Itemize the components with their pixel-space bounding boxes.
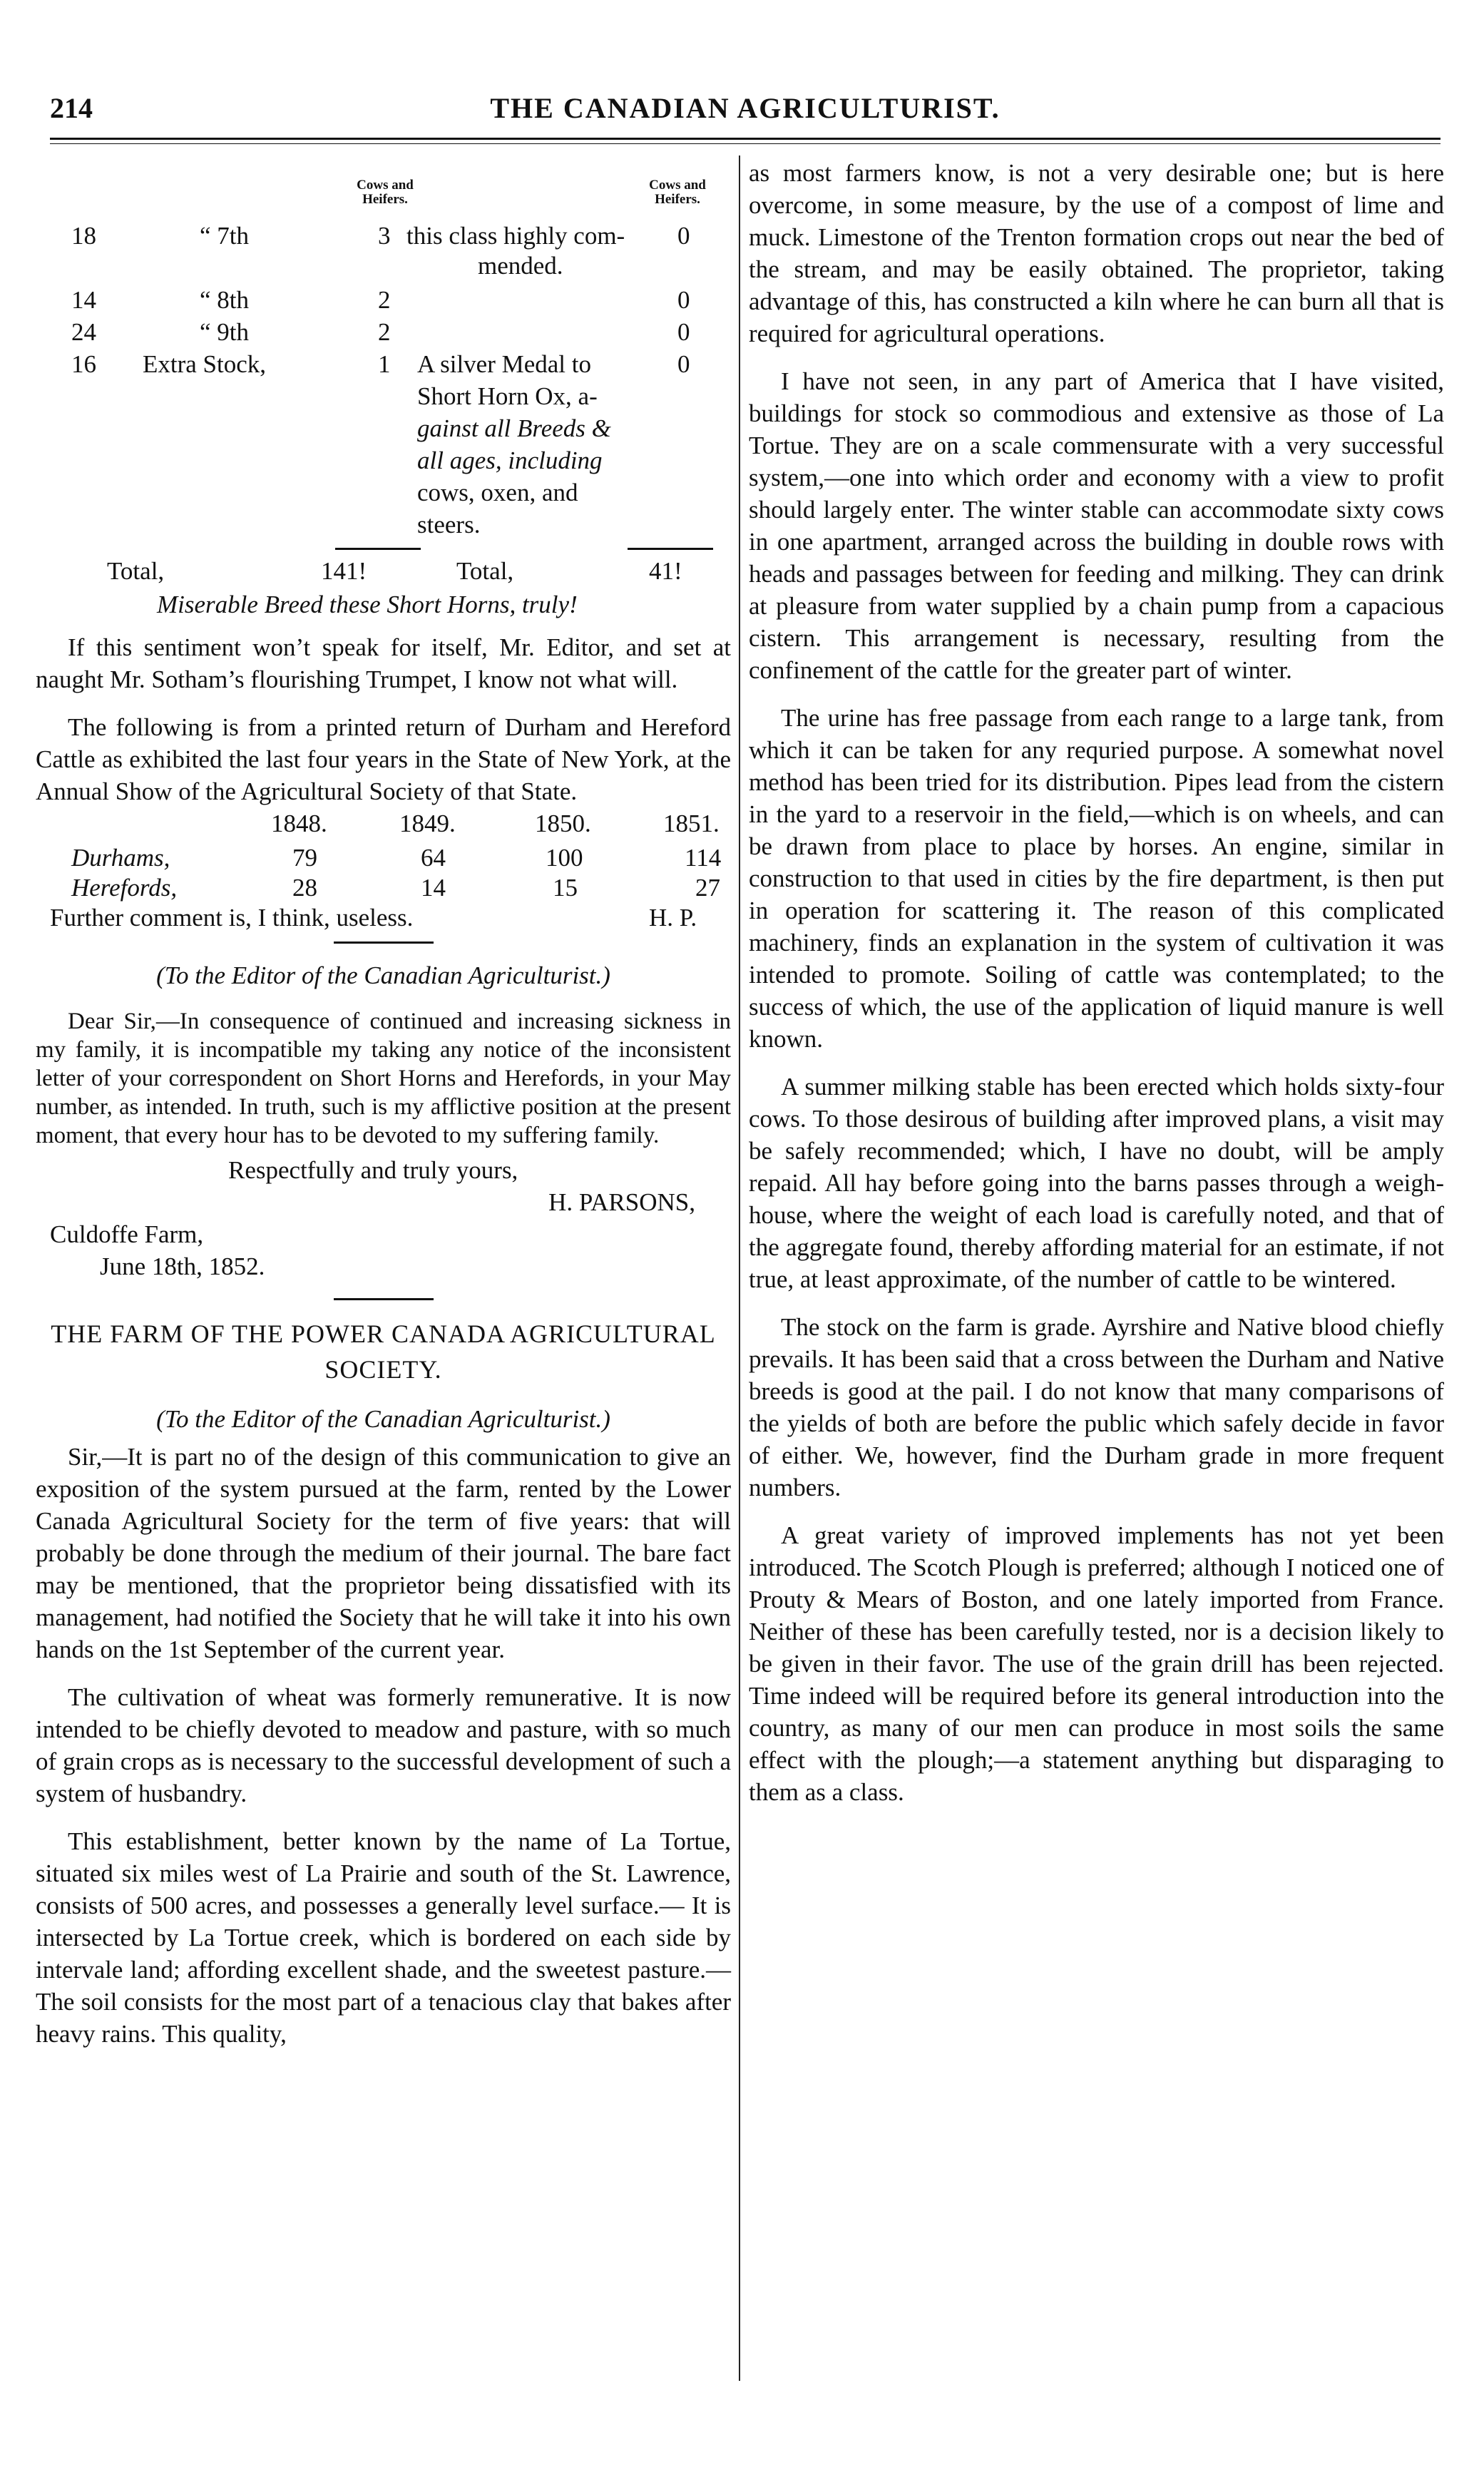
table-row-count-a: 2	[378, 286, 391, 314]
table-tagline: Miserable Breed these Short Horns, truly!	[157, 591, 578, 618]
table-row-count-b: 0	[677, 318, 690, 346]
total-rule-a	[335, 548, 421, 550]
article-title: THE FARM OF THE POWER CANADA AGRICULTURAL SOCIETY.	[51, 1320, 716, 1384]
total-value-b: 41!	[649, 557, 682, 585]
paragraph: A great variety of improved implements has not yet been introduced. The Scotch Plough is preferred; although I noticed one of Prouty & Mears of Boston, and one lately imported from France. Neither of these has been carefully tested, nor is a decision likely to be given in their favor. The use of the grain drill has been rejected. Time indeed will be required before its general introduction into the country, as many of our men can produce in most soils the same effect with the plough;—a statement anything but disparaging to them as a class.	[749, 1521, 1444, 1806]
section-rule	[334, 1298, 434, 1300]
letter-body: Dear Sir,—In consequence of continued and increasing sickness in my family, it is incompatible my taking any notice of the inconsistent letter of your correspondent on Short Horns and Herefords, in your May number, as intended. In truth, such is my afflictive position at the present moment, that every hour has to be devoted to my suffering family.	[36, 1009, 731, 1148]
medal-line: cows, oxen, and	[417, 479, 578, 506]
table-row-count-b: 0	[677, 286, 690, 314]
section-rule	[334, 941, 434, 944]
table-row-class: “ 9th	[200, 318, 250, 346]
header-rule-thick	[50, 138, 1440, 140]
year-label: 1848.	[271, 810, 327, 837]
column-divider	[739, 155, 740, 2381]
table-row-desc: A silver Medal to	[417, 350, 591, 378]
paragraph: This establishment, better known by the name of La Tortue, situated six miles west of La Prairie and south of the St. Lawrence, consists of 500 acres, and possesses a generally level surface.— It is intersected by La Tortue creek, which is bordered on each side by intervale land; affording excellent shade, and the sweetest pasture.— The soil consists for the most part of a tenacious clay that bakes after heavy rains. This quality,	[36, 1827, 731, 2048]
herefords-value: 28	[292, 874, 317, 902]
total-label-2: Total,	[456, 557, 514, 585]
row-label-durhams: Durhams,	[71, 844, 170, 872]
letter-date: June 18th, 1852.	[100, 1252, 265, 1280]
paragraph: The urine has free passage from each range to a large tank, from which it can be taken for any requried purpose. A somewhat novel method has been tried for its distribution. Pipes lead from the cistern in the yard to a reservoir in the field,—which is on wheels, and can be drawn from place to place by horses. An engine, similar in construction to that used in cities by the fire department, is then put in operation for scattering it. The reason of this complicated machinery, finds an explanation in the system of cultivation it was intended to promote. Soiling of cattle was contemplated; to the success of which, the use of the application of liquid manure is well known.	[749, 704, 1444, 1053]
table-col-head-1: Cows and Heifers.	[357, 178, 414, 207]
header-rule-thin	[50, 143, 1440, 144]
table-row-num: 16	[71, 350, 96, 378]
paragraph: If this sentiment won’t speak for itself, Mr. Editor, and set at naught Mr. Sotham’s flourishing Trumpet, I know not what will.	[36, 633, 731, 693]
paragraph: The following is from a printed return of Durham and Hereford Cattle as exhibited the last four years in the State of New York, at the Annual Show of the Agricultural Society of that State.	[36, 713, 731, 805]
further-comment: Further comment is, I think, useless.	[50, 904, 414, 932]
editor-address: (To the Editor of the Canadian Agriculturist.)	[156, 1405, 610, 1433]
table-row-num: 14	[71, 286, 96, 314]
cattle-table	[36, 157, 731, 670]
paragraph: The stock on the farm is grade. Ayrshire and Native blood chiefly prevails. It has been said that a cross between the Durham and Native breeds is good at the pail. I do not know that many comparisons of the yields of both are before the public which safely decide in favor of either. We, however, find the Durham grade in more frequent numbers.	[749, 1313, 1444, 1501]
initials: H. P.	[649, 904, 697, 932]
table-row-class: Extra Stock,	[143, 350, 267, 378]
total-value-a: 141!	[321, 557, 367, 585]
year-label: 1851.	[663, 810, 720, 837]
table-row-class: “ 7th	[200, 222, 250, 250]
table-col-head-2: Cows and Heifers.	[649, 178, 706, 207]
table-row-count-b: 0	[677, 350, 690, 378]
table-row-class: “ 8th	[200, 286, 250, 314]
paragraph: The cultivation of wheat was formerly remunerative. It is now intended to be chiefly devoted to meadow and pasture, with so much of grain crops as is necessary to the successful development of such a system of husbandry.	[36, 1683, 731, 1807]
paragraph: I have not seen, in any part of America that I have visited, buildings for stock so commodious and extensive as those of La Tortue. They are on a scale commensurate with a very successful system,—one into which order and economy with a view to profit should largely enter. The winter stable can accommodate sixty cows in one apartment, arranged across the building in double rows with heads and passages between for feeding and milking. They can drink at pleasure from water supplied by a chain pump from a capacious cistern. This arrangement is necessary, resulting from the confinement of the cattle for the greater part of winter.	[749, 367, 1444, 684]
row-label-herefords: Herefords,	[71, 874, 178, 902]
medal-line: gainst all Breeds &	[417, 414, 611, 442]
medal-line: steers.	[417, 511, 481, 539]
total-rule-b	[628, 548, 713, 550]
total-label: Total,	[107, 557, 165, 585]
durhams-value: 79	[292, 844, 317, 872]
herefords-value: 15	[553, 874, 578, 902]
paragraph: Sir,—It is part no of the design of this communication to give an exposition of the system pursued at the farm, rented by the Lower Canada Agricultural Society for the term of five years: that will probably be done through the medium of their journal. The bare fact may be mentioned, that the proprietor being dissatisfied with its management, had notified the Society that he will take it into his own hands on the 1st September of the current year.	[36, 1443, 731, 1663]
letter-closing: Respectfully and truly yours,	[228, 1156, 518, 1184]
paragraph: as most farmers know, is not a very desirable one; but is here overcome, in some measure, by the use of a compost of lime and muck. Limestone of the Trenton formation crops out near the bed of the stream, and may be easily obtained. The proprietor, taking advantage of this, has constructed a kiln where he can burn all that is required for agricultural operations.	[749, 159, 1444, 347]
right-column	[749, 157, 1444, 1808]
table-row-count-a: 3	[378, 222, 391, 250]
table-row-desc: this class highly com-	[406, 222, 625, 250]
herefords-value: 27	[695, 874, 720, 902]
medal-line: all ages, including	[417, 446, 603, 474]
table-row-count-a: 2	[378, 318, 391, 346]
page-header	[50, 91, 1440, 134]
show-returns-table	[36, 807, 731, 932]
medal-line: Short Horn Ox, a-	[417, 382, 598, 410]
table-row-num: 18	[71, 222, 96, 250]
table-row-count-b: 0	[677, 222, 690, 250]
letter-place: Culdoffe Farm,	[50, 1220, 204, 1248]
year-label: 1850.	[535, 810, 591, 837]
paragraph: A summer milking stable has been erected which holds sixty-four cows. To those desirous of building after improved plans, a visit may be safely recommended; which, I have no doubt, will be amply repaid. All hay before going into the barns passes through a weigh-house, where the weight of each load is carefully noted, and that of the aggregate found, thereby affording material for an estimate, if not true, at least approximate, of the number of cattle to be wintered.	[749, 1073, 1444, 1293]
page-number: 214	[50, 92, 93, 124]
year-label: 1849.	[399, 810, 456, 837]
durhams-value: 100	[546, 844, 583, 872]
table-row-count-a: 1	[378, 350, 391, 378]
durhams-value: 114	[685, 844, 722, 872]
herefords-value: 14	[421, 874, 446, 902]
durhams-value: 64	[421, 844, 446, 872]
left-column	[36, 157, 731, 2050]
editor-address: (To the Editor of the Canadian Agriculturist.)	[156, 961, 610, 989]
table-row-num: 24	[71, 318, 96, 346]
table-row-desc: mended.	[478, 252, 563, 280]
journal-title: THE CANADIAN AGRICULTURIST.	[490, 92, 1001, 124]
letter-signature: H. PARSONS,	[548, 1188, 695, 1216]
